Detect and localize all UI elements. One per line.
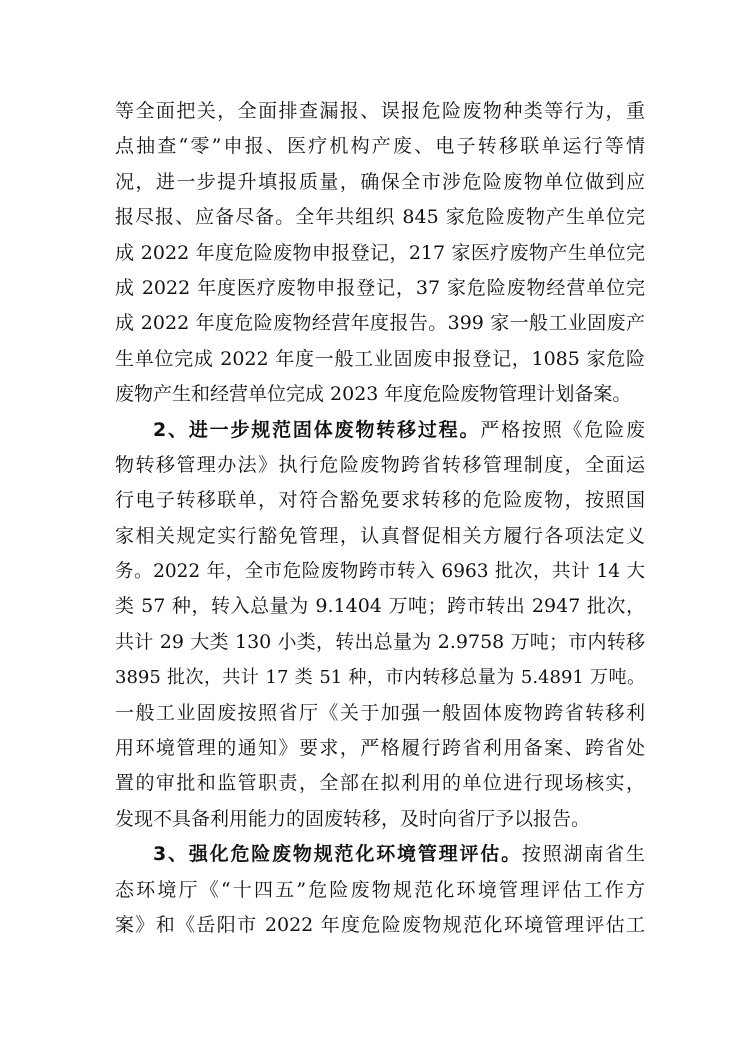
paragraph-line: 况，进一步提升填报质量，确保全市涉危险废物单位做到应: [115, 170, 645, 193]
paragraph-line: 成 2022 年度危险废物申报登记，217 家医疗废物产生单位完: [115, 241, 645, 264]
paragraph-line: 类 57 种，转入总量为 9.1404 万吨；跨市转出 2947 批次，: [115, 595, 645, 618]
paragraph-line: 点抽查“零”申报、医疗机构产废、电子转移联单运行等情: [115, 135, 645, 158]
section-2-first-line-text: 严格按照《危险废: [480, 418, 645, 441]
paragraph-line: 置的审批和监管职责，全部在拟利用的单位进行现场核实，: [115, 772, 645, 795]
paragraph-line: 务。2022 年，全市危险废物跨市转入 6963 批次，共计 14 大: [115, 561, 645, 583]
paragraph-line: 案》和《岳阳市 2022 年度危险废物规范化环境管理评估工: [115, 913, 645, 936]
paragraph-line: 共计 29 大类 130 小类，转出总量为 2.9758 万吨；市内转移: [115, 630, 645, 653]
section-3-heading: 3、强化危险废物规范化环境管理评估。: [153, 843, 522, 866]
paragraph-line: 生单位完成 2022 年度一般工业固废申报登记，1085 家危险: [115, 347, 645, 370]
section-2-heading: 2、进一步规范固体废物转移过程。: [153, 418, 481, 441]
paragraph-line: 一般工业固废按照省厅《关于加强一般固体废物跨省转移利: [115, 701, 645, 724]
paragraph-line: 家相关规定实行豁免管理，认真督促相关方履行各项法定义: [115, 524, 645, 547]
section-3-first-line-text: 按照湖南省生: [521, 843, 645, 866]
paragraph-line: 行电子转移联单，对符合豁免要求转移的危险废物，按照国: [115, 489, 645, 512]
paragraph-line: 废物产生和经营单位完成 2023 年度危险废物管理计划备案。: [115, 383, 632, 406]
document-body: [115, 94, 645, 943]
paragraph-line: 发现不具备利用能力的固废转移，及时向省厅予以报告。: [115, 807, 591, 830]
paragraph-line: 报尽报、应备尽备。全年共组织 845 家危险废物产生单位完: [115, 206, 645, 229]
paragraph-line: 物转移管理办法》执行危险废物跨省转移管理制度，全面运: [115, 453, 645, 476]
paragraph-line: 3895 批次，共计 17 类 51 种，市内转移总量为 5.4891 万吨。: [115, 667, 645, 689]
paragraph-line: 等全面把关，全面排查漏报、误报危险废物种类等行为，重: [115, 100, 645, 122]
section-2-first-line: [115, 413, 645, 448]
section-3-first-line: [115, 837, 645, 872]
paragraph-line: 成 2022 年度医疗废物申报登记，37 家危险废物经营单位完: [115, 276, 645, 299]
paragraph-line: 用环境管理的通知》要求，严格履行跨省利用备案、跨省处: [115, 737, 645, 760]
paragraph-line: 成 2022 年度危险废物经营年度报告。399 家一般工业固废产: [115, 312, 645, 335]
paragraph-line: 态环境厅《“十四五”危险废物规范化环境管理评估工作方: [115, 878, 645, 901]
